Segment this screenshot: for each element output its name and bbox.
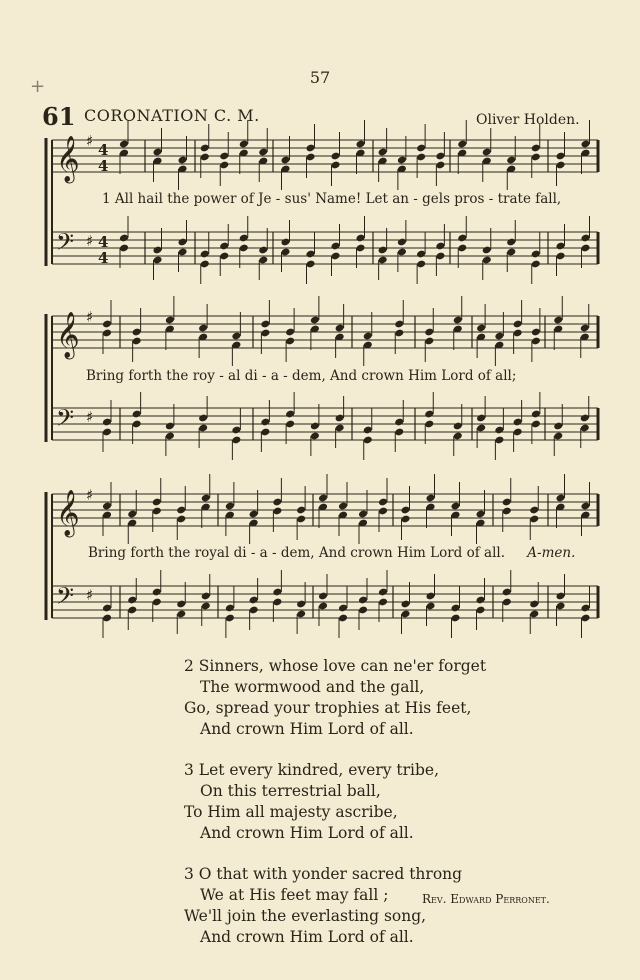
key-sharp: ♯ bbox=[86, 132, 94, 150]
key-sharp: ♯ bbox=[86, 586, 94, 604]
treble-clef: 𝄞 bbox=[56, 312, 80, 358]
stanza-4 bbox=[184, 864, 486, 948]
verse-line: And crown Him Lord of all. bbox=[200, 720, 414, 738]
hymn-number: 61 bbox=[42, 102, 76, 131]
treble-clef: 𝄞 bbox=[56, 136, 80, 182]
verse-line: To Him all majesty ascribe, bbox=[184, 803, 398, 821]
bass-clef: 𝄢 bbox=[56, 404, 75, 437]
treble-clef: 𝄞 bbox=[56, 490, 80, 536]
verse-line: And crown Him Lord of all. bbox=[200, 824, 414, 842]
time-signature: 4 bbox=[98, 233, 109, 251]
time-signature: 4 bbox=[98, 141, 109, 159]
verse-line: The wormwood and the gall, bbox=[200, 678, 425, 696]
verse-line: 3 Let every kindred, every tribe, bbox=[184, 761, 440, 779]
key-sharp: ♯ bbox=[86, 232, 94, 250]
bass-clef: 𝄢 bbox=[56, 582, 75, 615]
composer: Oliver Holden. bbox=[476, 112, 580, 128]
hymn-title: CORONATION C. M. bbox=[84, 106, 260, 125]
pencil-mark: + bbox=[30, 76, 46, 97]
stanza-3 bbox=[184, 760, 486, 844]
bass-clef: 𝄢 bbox=[56, 228, 75, 261]
stanza-2 bbox=[184, 656, 486, 740]
key-sharp: ♯ bbox=[86, 486, 94, 504]
verse-line: 2 Sinners, whose love can ne'er forget bbox=[184, 657, 487, 675]
verse-line: And crown Him Lord of all. bbox=[200, 928, 414, 946]
lyric-line-1: 1 All hail the power of Je - sus' Name! Let an - gels pros - trate fall, bbox=[102, 191, 562, 207]
key-sharp: ♯ bbox=[86, 308, 94, 326]
lyric-line-3-text: Bring forth the royal di - a - dem, And crown Him Lord of all. bbox=[88, 545, 505, 561]
verse-line: On this terrestrial ball, bbox=[200, 782, 381, 800]
verses bbox=[184, 656, 486, 968]
time-signature: 4 bbox=[98, 157, 109, 175]
key-sharp: ♯ bbox=[86, 408, 94, 426]
verse-line: We at His feet may fall ; bbox=[200, 886, 389, 904]
amen: A-men. bbox=[527, 545, 576, 561]
verse-line: We'll join the everlasting song, bbox=[184, 907, 427, 925]
verse-line: Go, spread your trophies at His feet, bbox=[184, 699, 472, 717]
verse-line: 3 O that with yonder sacred throng bbox=[184, 865, 463, 883]
time-signature: 4 bbox=[98, 249, 109, 267]
page-number: 57 bbox=[309, 68, 331, 87]
author: Rev. Edward Perronet. bbox=[422, 892, 550, 906]
lyric-line-3 bbox=[88, 545, 575, 561]
lyric-line-2: Bring forth the roy - al di - a - dem, And crown Him Lord of all; bbox=[86, 368, 517, 384]
